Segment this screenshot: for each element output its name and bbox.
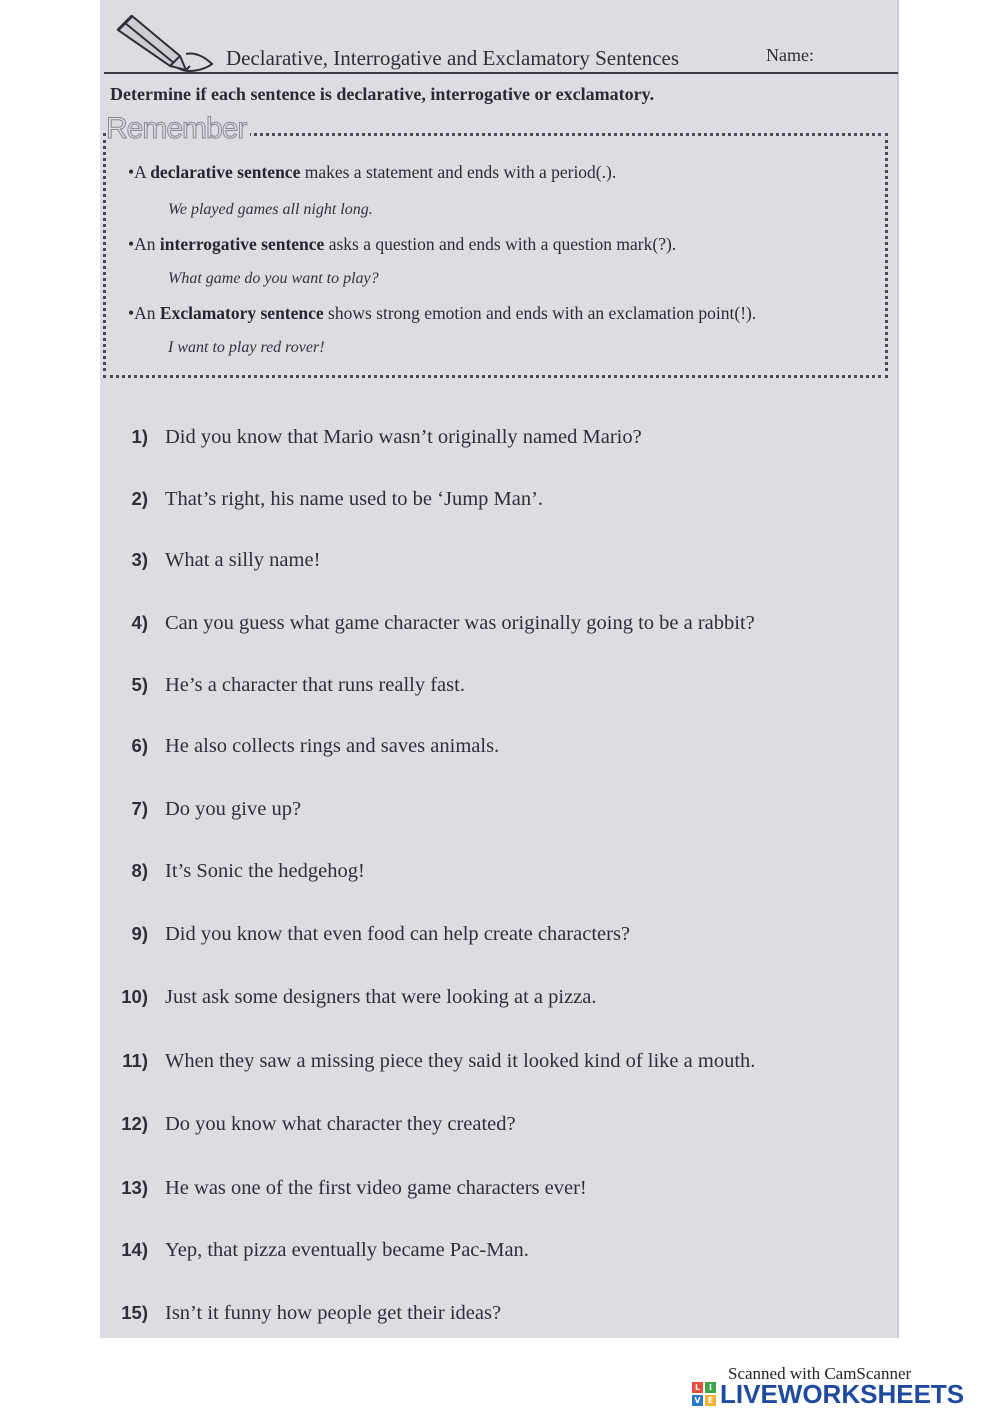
question-item [100, 612, 880, 635]
question-number: 6) [131, 735, 148, 756]
question-item [100, 735, 880, 758]
question-item [100, 923, 880, 946]
logo-blocks-icon [692, 1382, 716, 1406]
example-declarative: We played games all night long. [168, 201, 373, 218]
pencil-icon [108, 8, 218, 76]
question-number: 14) [121, 1239, 148, 1260]
rule-prefix: •A [128, 162, 151, 182]
question-text: He also collects rings and saves animals. [165, 735, 500, 757]
title-divider [104, 72, 898, 74]
question-text: Did you know that even food can help create characters? [165, 923, 631, 945]
logo-block: E [705, 1395, 716, 1406]
worksheet-title: Declarative, Interrogative and Exclamatory Sentences [226, 46, 680, 70]
question-number: 2) [131, 488, 148, 509]
logo-block: V [692, 1395, 703, 1406]
question-item [100, 488, 880, 511]
question-item [100, 1113, 880, 1136]
question-item [100, 674, 880, 697]
question-number: 15) [121, 1302, 148, 1323]
question-number: 8) [131, 860, 148, 881]
question-text: Do you know what character they created? [165, 1113, 516, 1135]
question-text: Isn’t it funny how people get their ideas? [165, 1302, 502, 1324]
question-text: Just ask some designers that were looking at a pizza. [165, 986, 597, 1008]
question-number: 4) [131, 612, 148, 633]
rule-declarative [128, 162, 616, 183]
rule-interrogative [128, 234, 676, 255]
question-text: He’s a character that runs really fast. [165, 674, 465, 696]
question-text: That’s right, his name used to be ‘Jump Man’. [165, 488, 544, 510]
rule-term: interrogative sentence [159, 234, 325, 254]
name-label: Name: [766, 45, 814, 65]
question-item [100, 1302, 880, 1325]
rule-description: asks a question and ends with a question mark(?). [324, 234, 677, 254]
question-item [100, 986, 880, 1009]
rule-exclamatory [128, 303, 756, 324]
question-text: It’s Sonic the hedgehog! [165, 860, 365, 882]
question-text: Yep, that pizza eventually became Pac-Man. [165, 1239, 529, 1261]
rule-term: Exclamatory sentence [159, 303, 324, 323]
remember-heading: Remember [106, 112, 250, 146]
question-text: Can you guess what game character was originally going to be a rabbit? [165, 612, 755, 634]
question-number: 1) [131, 426, 148, 447]
example-interrogative: What game do you want to play? [168, 270, 379, 287]
example-exclamatory: I want to play red rover! [168, 339, 325, 356]
question-text: Do you give up? [165, 798, 302, 820]
logo-block: L [692, 1382, 703, 1393]
logo-block: i [705, 1382, 716, 1393]
rule-prefix: •An [128, 234, 160, 254]
question-number: 10) [121, 986, 148, 1007]
scanned-with-camscanner: Scanned with CamScanner [728, 1364, 912, 1383]
question-text: When they saw a missing piece they said it looked kind of like a mouth. [165, 1050, 756, 1072]
logo-text: LIVEWORKSHEETS [720, 1378, 965, 1409]
question-item [100, 798, 880, 821]
question-item [100, 860, 880, 883]
question-number: 13) [121, 1177, 148, 1198]
rule-description: makes a statement and ends with a period(.). [300, 162, 617, 182]
question-number: 7) [131, 798, 148, 819]
question-item [100, 1177, 880, 1200]
question-text: What a silly name! [165, 549, 321, 571]
question-item [100, 549, 880, 572]
question-number: 3) [131, 549, 148, 570]
liveworksheets-logo[interactable] [692, 1378, 964, 1410]
question-number: 9) [131, 923, 148, 944]
question-number: 11) [122, 1050, 148, 1071]
rule-term: declarative sentence [150, 162, 301, 182]
question-number: 5) [131, 674, 148, 695]
question-text: Did you know that Mario wasn’t originally named Mario? [165, 426, 642, 448]
question-item [100, 1239, 880, 1262]
question-text: He was one of the first video game characters ever! [165, 1177, 587, 1199]
rule-prefix: •An [128, 303, 160, 323]
question-item [100, 426, 880, 449]
instruction-text: Determine if each sentence is declarative, interrogative or exclamatory. [110, 84, 655, 104]
question-number: 12) [121, 1113, 148, 1134]
question-item [100, 1050, 880, 1073]
rule-description: shows strong emotion and ends with an exclamation point(!). [323, 303, 757, 323]
